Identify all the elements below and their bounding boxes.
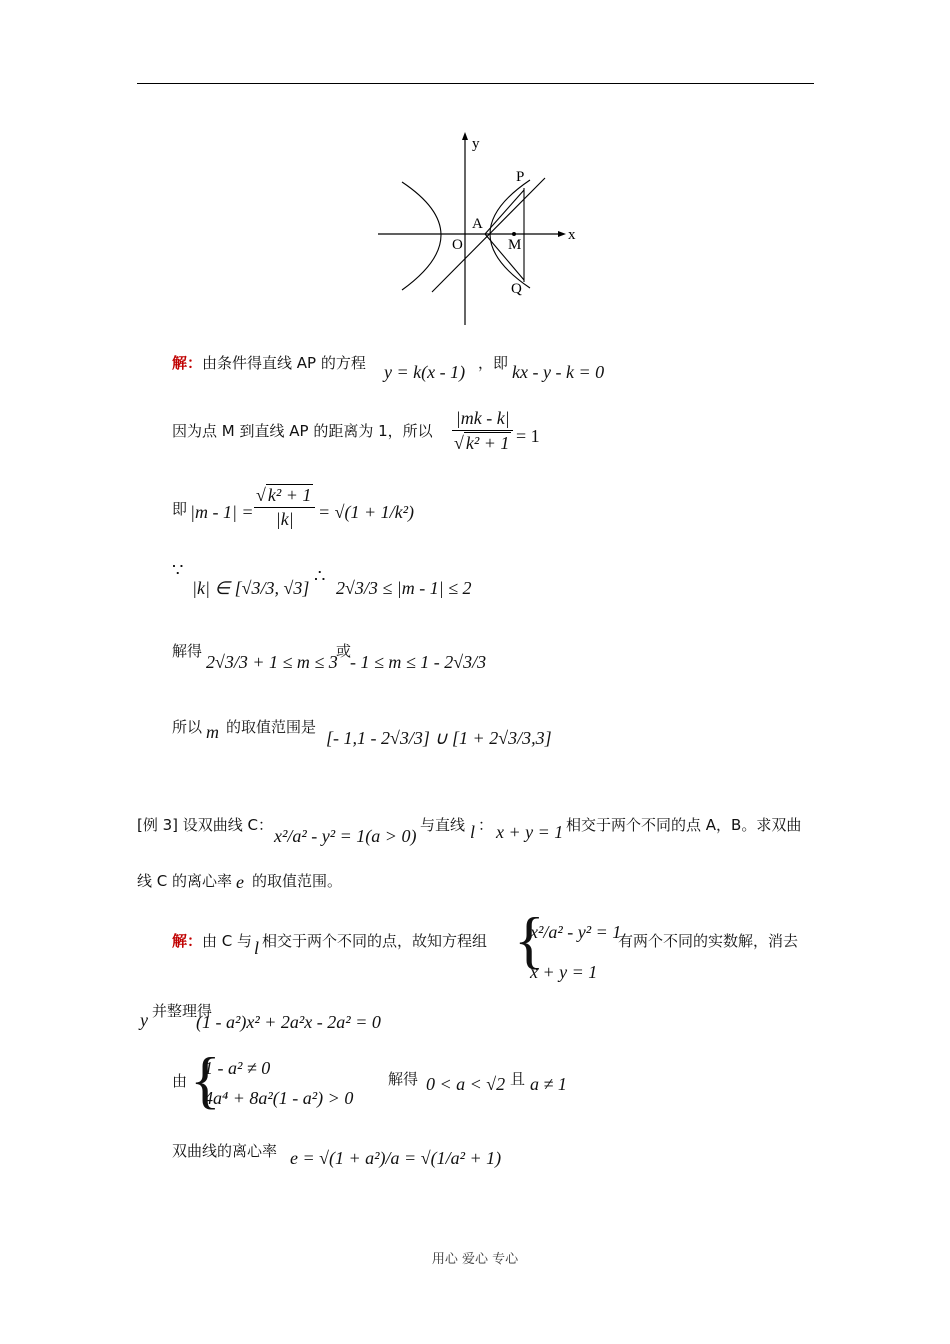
sol1-line2-text: 因为点 M 到直线 AP 的距离为 1，所以 [172, 422, 433, 440]
label-m: M [508, 237, 522, 253]
hyperbola-eq: x²/a² - y² = 1(a > 0) [274, 826, 417, 846]
label-y: y [472, 136, 480, 152]
den: |k| [275, 509, 294, 529]
qie: 且 [510, 1070, 526, 1088]
m-range2: - 1 ≤ m ≤ 1 - 2√3/3 [350, 652, 487, 672]
k-range: |k| ∈ [√3/3, √3] [192, 578, 310, 598]
m-final-range: [- 1,1 - 2√3/3] ∪ [1 + 2√3/3,3] [326, 728, 552, 748]
jiede: 解得 [172, 642, 203, 660]
var-m: m [206, 722, 219, 742]
ecc-text: 双曲线的离心率 [172, 1142, 278, 1160]
therefore-symbol: ∴ [314, 566, 326, 586]
m-abs-range: 2√3/3 ≤ |m - 1| ≤ 2 [336, 578, 472, 598]
rhs: = √(1 + 1/k²) [318, 502, 415, 522]
jiede: 解得 [388, 1070, 419, 1088]
ecc-eq: e = √(1 + a²)/a = √(1/a² + 1) [290, 1148, 502, 1168]
text: 有两个不同的实数解，消去 [618, 932, 799, 950]
header-rule [137, 83, 814, 84]
a-neq: a ≠ 1 [530, 1074, 567, 1094]
cond1: 1 - a² ≠ 0 [204, 1058, 271, 1078]
sol2-line1 [172, 930, 252, 951]
jie-label: 解： [172, 932, 203, 950]
brace: { [514, 904, 545, 975]
you: 由 [172, 1072, 188, 1090]
line-eq: x + y = 1 [496, 822, 564, 842]
label-p: P [516, 169, 525, 185]
suoyi: 所以 [172, 718, 203, 736]
sol1-line1 [172, 352, 366, 373]
text: 与直线 [420, 816, 466, 834]
num: k² + 1 [267, 485, 312, 505]
jie-label: 解： [172, 354, 203, 372]
text: 由条件得直线 AP 的方程 [202, 354, 366, 372]
m-range1: 2√3/3 + 1 ≤ m ≤ 3 [206, 652, 338, 672]
cond2: 4a⁴ + 8a²(1 - a²) > 0 [204, 1088, 354, 1108]
system-eq2: x + y = 1 [530, 962, 598, 982]
footer: 用心 爱心 专心 [431, 1252, 519, 1267]
num: |mk - k| [452, 408, 513, 431]
k-fraction: $\frac{\text{√ k² + 1}}{|k|}$ [254, 484, 315, 530]
text: 相交于两个不同的点 A，B。求双曲 [566, 816, 802, 834]
ex3-label: [例 3] 设双曲线 C： [137, 816, 274, 834]
text: 的取值范围。 [252, 872, 343, 890]
colon: ： [478, 816, 494, 834]
text: 的取值范围是 [226, 718, 317, 736]
quadratic-eq: (1 - a²)x² + 2a²x - 2a² = 0 [196, 1012, 381, 1032]
eq-line-ap-general: kx - y - k = 0 [512, 362, 605, 382]
label-x: x [568, 227, 576, 243]
den: k² + 1 [465, 433, 510, 453]
label-a: A [472, 216, 483, 232]
a-range: 0 < a < √2 [426, 1074, 506, 1094]
text: 线 C 的离心率 [137, 872, 233, 890]
or: 或 [336, 642, 352, 660]
hyperbola-figure [370, 128, 590, 328]
var-y: y [140, 1010, 148, 1030]
brace: { [190, 1044, 221, 1115]
abs-m-1: |m - 1| = [190, 502, 254, 522]
eq-one: = 1 [516, 426, 540, 446]
because-symbol: ∵ [172, 560, 184, 580]
label-o: O [452, 237, 463, 253]
ji: 即 [172, 500, 188, 518]
system-eq1: x²/a² - y² = 1 [530, 922, 622, 942]
text: 并整理得 [152, 1002, 213, 1020]
label-q: Q [511, 281, 522, 297]
sep: ，即 [478, 354, 509, 372]
var-l: l [470, 822, 476, 842]
distance-fraction: $\frac{|mk - k|}{\text{√ k² + 1}}$ [452, 408, 513, 454]
var-l: l [254, 938, 260, 958]
eq-line-ap: y = k(x - 1) [384, 362, 466, 382]
text: 由 C 与 [202, 932, 253, 950]
var-e: e [236, 872, 244, 892]
text: 相交于两个不同的点，故知方程组 [262, 932, 488, 950]
